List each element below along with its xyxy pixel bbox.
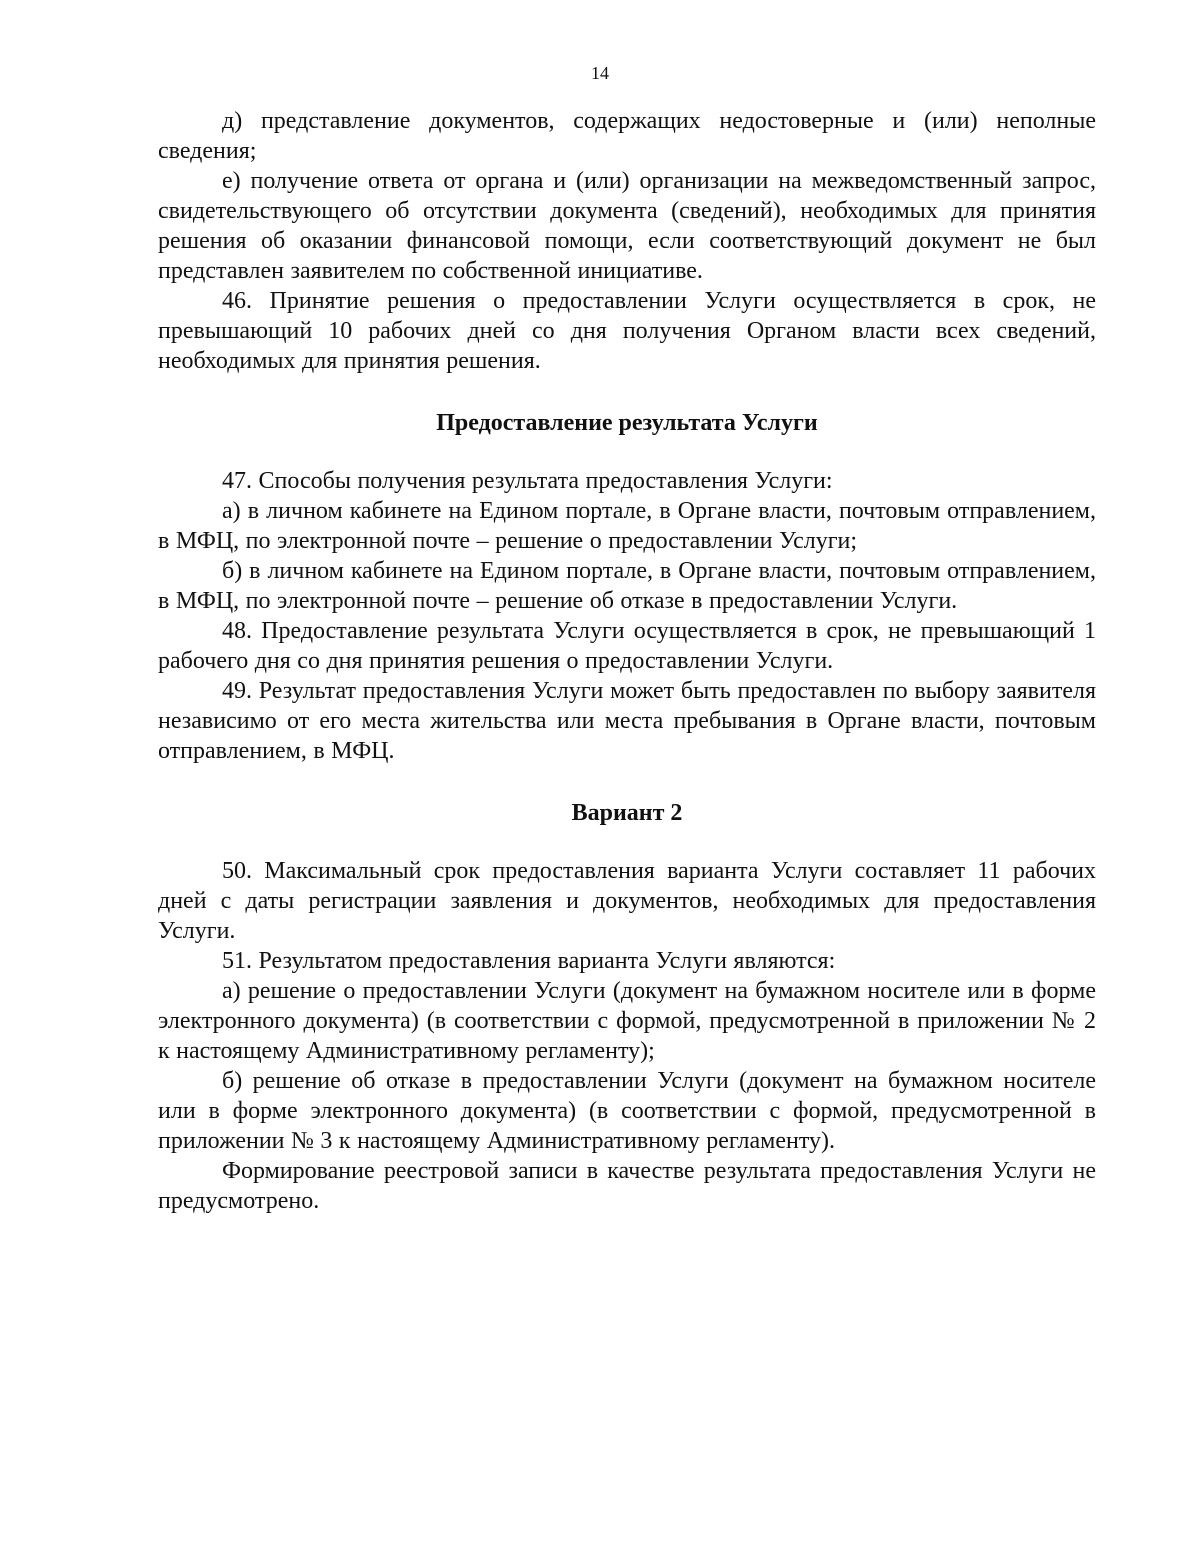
- paragraph-48: 48. Предоставление результата Услуги осуществляется в срок, не превышающий 1 рабочего дня со дня принятия решения о предоставлении Услуги.: [158, 618, 1096, 674]
- paragraph-51-b: б) решение об отказе в предоставлении Услуги (документ на бумажном носителе или в форме электронного документа) (в соответствии с формой, предусмотренной в приложении № 3 к настоящему Административному регламенту).: [158, 1068, 1096, 1154]
- spacer: [158, 438, 1096, 466]
- section-heading-variant-2: Вариант 2: [571, 800, 683, 826]
- paragraph-50: 50. Максимальный срок предоставления варианта Услуги составляет 11 рабочих дней с даты регистрации заявления и документов, необходимых для предоставления Услуги.: [158, 858, 1096, 944]
- paragraph-e: е) получение ответа от органа и (или) организации на межведомственный запрос, свидетельствующего об отсутствии документа (сведений), необходимых для принятия решения об оказании финансовой помощи, если соответствующий документ не был представлен заявителем по собственной инициативе.: [158, 168, 1096, 284]
- paragraph-47-a: а) в личном кабинете на Едином портале, в Органе власти, почтовым отправлением, в МФЦ, по электронной почте – решение о предоставлении Услуги;: [158, 498, 1096, 554]
- spacer: [158, 828, 1096, 856]
- spacer: [158, 766, 1096, 798]
- paragraph-51-a: а) решение о предоставлении Услуги (документ на бумажном носителе или в форме электронного документа) (в соответствии с формой, предусмотренной в приложении № 2 к настоящему Административному регламенту);: [158, 978, 1096, 1064]
- page-number: 14: [591, 63, 609, 83]
- section-heading-result: Предоставление результата Услуги: [436, 410, 818, 436]
- document-body: [158, 106, 1096, 1216]
- paragraph-49: 49. Результат предоставления Услуги может быть предоставлен по выбору заявителя независимо от его места жительства или места пребывания в Органе власти, почтовым отправлением, в МФЦ.: [158, 678, 1096, 764]
- paragraph-51: 51. Результатом предоставления варианта Услуги являются:: [222, 948, 836, 974]
- paragraph-47: 47. Способы получения результата предоставления Услуги:: [222, 468, 833, 494]
- paragraph-registry-note: Формирование реестровой записи в качестве результата предоставления Услуги не предусмотрено.: [158, 1158, 1096, 1214]
- paragraph-46: 46. Принятие решения о предоставлении Услуги осуществляется в срок, не превышающий 10 рабочих дней со дня получения Органом власти всех сведений, необходимых для принятия решения.: [158, 288, 1096, 374]
- paragraph-47-b: б) в личном кабинете на Едином портале, в Органе власти, почтовым отправлением, в МФЦ, по электронной почте – решение об отказе в предоставлении Услуги.: [158, 558, 1096, 614]
- paragraph-d: д) представление документов, содержащих недостоверные и (или) неполные сведения;: [158, 108, 1096, 164]
- spacer: [158, 376, 1096, 408]
